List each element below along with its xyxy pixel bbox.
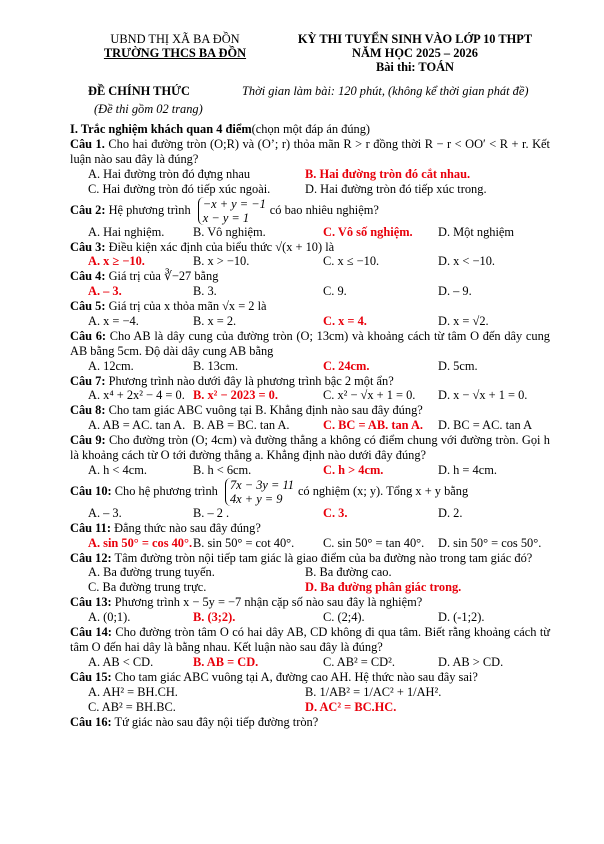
option-D: D. Một nghiệm [438,224,515,239]
option-D: D. sin 50° = cos 50°. [438,535,542,550]
question-list [70,137,550,729]
option-D: D. AC² = BC.HC. [305,699,397,714]
option-D: D. x − √x + 1 = 0. [438,388,528,403]
question-number: Câu 6: [70,328,107,343]
option-C: C. (2;4). [323,610,365,625]
options-row [70,700,550,715]
option-A: A. AB = AC. tan A. [88,418,186,433]
question-text: Điều kiện xác định của biểu thức √(x + 10) là [105,239,335,254]
question-number: Câu 2: [70,202,106,217]
question-number: Câu 8: [70,403,106,418]
option-B: B. AB = CD. [193,654,259,669]
question-4 [70,269,550,284]
question-text-2: có nghiệm (x; y). Tổng x + y bằng [297,483,469,498]
option-D: D. x < −10. [438,254,495,269]
options-row [70,610,550,625]
question-text: Cho AB là dây cung của đường tròn (O; 13cm) và khoảng cách từ tâm O đến dây cung AB bằng 5cm. Độ dài dây cung AB bằng [70,328,550,358]
question-number: Câu 7: [70,373,106,388]
question-14 [70,625,550,655]
question-16 [70,715,550,730]
options-row [70,536,550,551]
option-D: D. AB > CD. [438,654,504,669]
option-B: B. x = 2. [193,313,237,328]
equation-2: 4x + y = 9 [229,491,283,506]
option-D: D. – 9. [438,284,472,299]
question-text: Phương trình x − 5y = −7 nhận cặp số nào sau đây là nghiệm? [111,595,423,610]
question-7 [70,374,550,389]
question-15 [70,670,550,685]
options-row [70,463,550,478]
option-D: D. 5cm. [438,358,478,373]
options-row [70,284,550,299]
option-C: C. sin 50° = tan 40°. [323,535,425,550]
options-row [70,685,550,700]
option-C: C. BC = AB. tan A. [323,418,424,433]
option-A: A. AB < CD. [88,654,154,669]
options-row [70,655,550,670]
option-A: A. Hai đường tròn đó đựng nhau [88,166,251,181]
exam-page [70,32,550,729]
option-B: B. x² − 2023 = 0. [193,388,278,403]
option-D: D. Hai đường tròn đó tiếp xúc trong. [305,181,487,196]
question-text: Cho đường tròn tâm O có hai dây AB, CD không đi qua tâm. Biết rằng khoảng cách từ tâm O đến hai dây là bằng nhau. Kết luận nào sau đây là đúng? [70,625,550,654]
options-row [70,225,550,240]
equation-system [225,478,294,506]
question-number: Câu 10: [70,483,112,498]
question-text-2: có bao nhiêu nghiệm? [269,202,379,217]
option-B: B. 1/AB² = 1/AC² + 1/AH². [305,684,442,699]
equation-system [198,197,266,225]
option-D: D. h = 4cm. [438,462,497,477]
options-row [70,565,550,580]
exam-title: KỲ THI TUYỂN SINH VÀO LỚP 10 THPT [297,32,533,46]
option-A: A. x⁴ + 2x² − 4 = 0. [88,388,185,403]
option-C: C. 24cm. [323,358,370,373]
time-note: Thời gian làm bài: 120 phút, (không kể thời gian phát đề) [242,84,529,98]
option-B: B. x > −10. [193,254,250,269]
option-B: B. sin 50° = cot 40°. [193,535,295,550]
option-B: B. 3. [193,284,217,299]
option-B: B. Ba đường cao. [305,565,392,580]
question-number: Câu 9: [70,433,106,448]
option-C: C. Vô số nghiệm. [323,224,413,239]
option-A: A. Ba đường trung tuyến. [88,565,215,580]
option-C: C. 3. [323,505,348,520]
question-text: Phương trình nào dưới đây là phương trình bậc 2 một ẩn? [105,373,394,388]
option-D: D. BC = AC. tan A [438,418,533,433]
question-number: Câu 16: [70,714,112,729]
option-A: A. (0;1). [88,610,131,625]
school-year: NĂM HỌC 2025 – 2026 [352,46,478,60]
option-D: D. x = √2. [438,313,489,328]
subject: Bài thi: TOÁN [375,60,455,74]
option-A: A. h < 4cm. [88,462,147,477]
option-D: D. Ba đường phân giác trong. [305,580,462,595]
option-C: C. x = 4. [323,313,367,328]
question-3 [70,240,550,255]
option-D: D. 2. [438,505,463,520]
question-text: Giá trị của ∛−27 bằng [105,269,219,284]
options-row [70,418,550,433]
question-1 [70,137,550,167]
question-text: Tâm đường tròn nội tiếp tam giác là giao điểm của ba đường nào trong tam giác đó? [111,550,533,565]
option-A: A. x ≥ −10. [88,254,145,269]
options-row [70,506,550,521]
equation-2: x − y = 1 [202,210,250,225]
question-number: Câu 1. [70,137,105,151]
question-text: Giá trị của x thỏa mãn √x = 2 là [105,299,267,314]
option-B: B. – 2 . [193,505,230,520]
question-text: Đẳng thức nào sau đây đúng? [110,520,261,535]
question-number: Câu 5: [70,299,106,314]
question-6 [70,329,550,359]
option-C: C. x² − √x + 1 = 0. [323,388,416,403]
question-number: Câu 13: [70,595,112,610]
equation-1: 7x − 3y = 11 [229,477,294,492]
option-C: C. 9. [323,284,347,299]
question-text: Tứ giác nào sau đây nội tiếp đường tròn? [111,714,319,729]
options-row [70,359,550,374]
options-row [70,388,550,403]
org-name: UBND THỊ XÃ BA ĐỒN [110,32,240,46]
option-C: C. Hai đường tròn đó tiếp xúc ngoài. [88,181,271,196]
question-10 [70,478,550,506]
option-A: A. – 3. [88,505,122,520]
options-row [70,314,550,329]
option-A: A. – 3. [88,284,122,299]
options-row [70,254,550,269]
options-row [70,167,550,182]
pages-note: (Đề thi gồm 02 trang) [94,102,203,116]
official-label: ĐỀ CHÍNH THỨC [88,84,190,98]
question-text: Cho tam giác ABC vuông tại B. Khẳng định nào sau đây đúng? [105,403,423,418]
question-number: Câu 3: [70,239,106,254]
options-row [70,182,550,197]
question-9 [70,433,550,463]
question-number: Câu 11: [70,520,111,535]
equation-1: −x + y = −1 [202,196,266,211]
option-B: B. 13cm. [193,358,239,373]
question-5 [70,299,550,314]
option-A: A. Hai nghiệm. [88,224,165,239]
options-row [70,580,550,595]
school-name: TRƯỜNG THCS BA ĐỒN [103,46,247,60]
option-D: D. (-1;2). [438,610,485,625]
question-text: Cho hai đường tròn (O;R) và (O’; r) thỏa mãn R > r đồng thời R − r < OO′ < R + r. Kết luận nào sau đây là đúng? [70,137,550,166]
option-A: A. sin 50° = cos 40°. [88,535,193,550]
option-B: B. Hai đường tròn đó cắt nhau. [305,166,471,181]
option-C: C. x ≤ −10. [323,254,380,269]
option-B: B. AB = BC. tan A. [193,418,290,433]
question-number: Câu 15: [70,669,112,684]
question-text: Cho đường tròn (O; 4cm) và đường thẳng a không có điểm chung với đường tròn. Gọi h là khoảng cách từ O tới đường thẳng a. Khẳng định nào dưới đây đúng? [70,433,550,462]
option-A: A. AH² = BH.CH. [88,684,178,699]
question-2 [70,197,550,225]
option-C: C. Ba đường trung trực. [88,580,207,595]
option-B: B. h < 6cm. [193,462,252,477]
option-B: B. (3;2). [193,610,236,625]
question-number: Câu 4: [70,269,106,284]
question-12 [70,551,550,566]
option-C: C. h > 4cm. [323,462,384,477]
option-C: C. AB² = CD². [323,654,395,669]
option-A: A. x = −4. [88,313,139,328]
question-text: Cho hệ phương trình [111,483,221,498]
question-11 [70,521,550,536]
question-number: Câu 12: [70,550,112,565]
question-text: Cho tam giác ABC vuông tại A, đường cao AH. Hệ thức nào sau đây sai? [111,669,478,684]
option-B: B. Vô nghiệm. [193,224,266,239]
section-title: I. Trắc nghiệm khách quan 4 điểm(chọn một đáp án đúng) [70,122,371,136]
option-C: C. AB² = BH.BC. [88,699,176,714]
question-13 [70,595,550,610]
question-8 [70,403,550,418]
question-text: Hệ phương trình [105,202,194,217]
question-number: Câu 14: [70,625,112,640]
option-A: A. 12cm. [88,358,134,373]
